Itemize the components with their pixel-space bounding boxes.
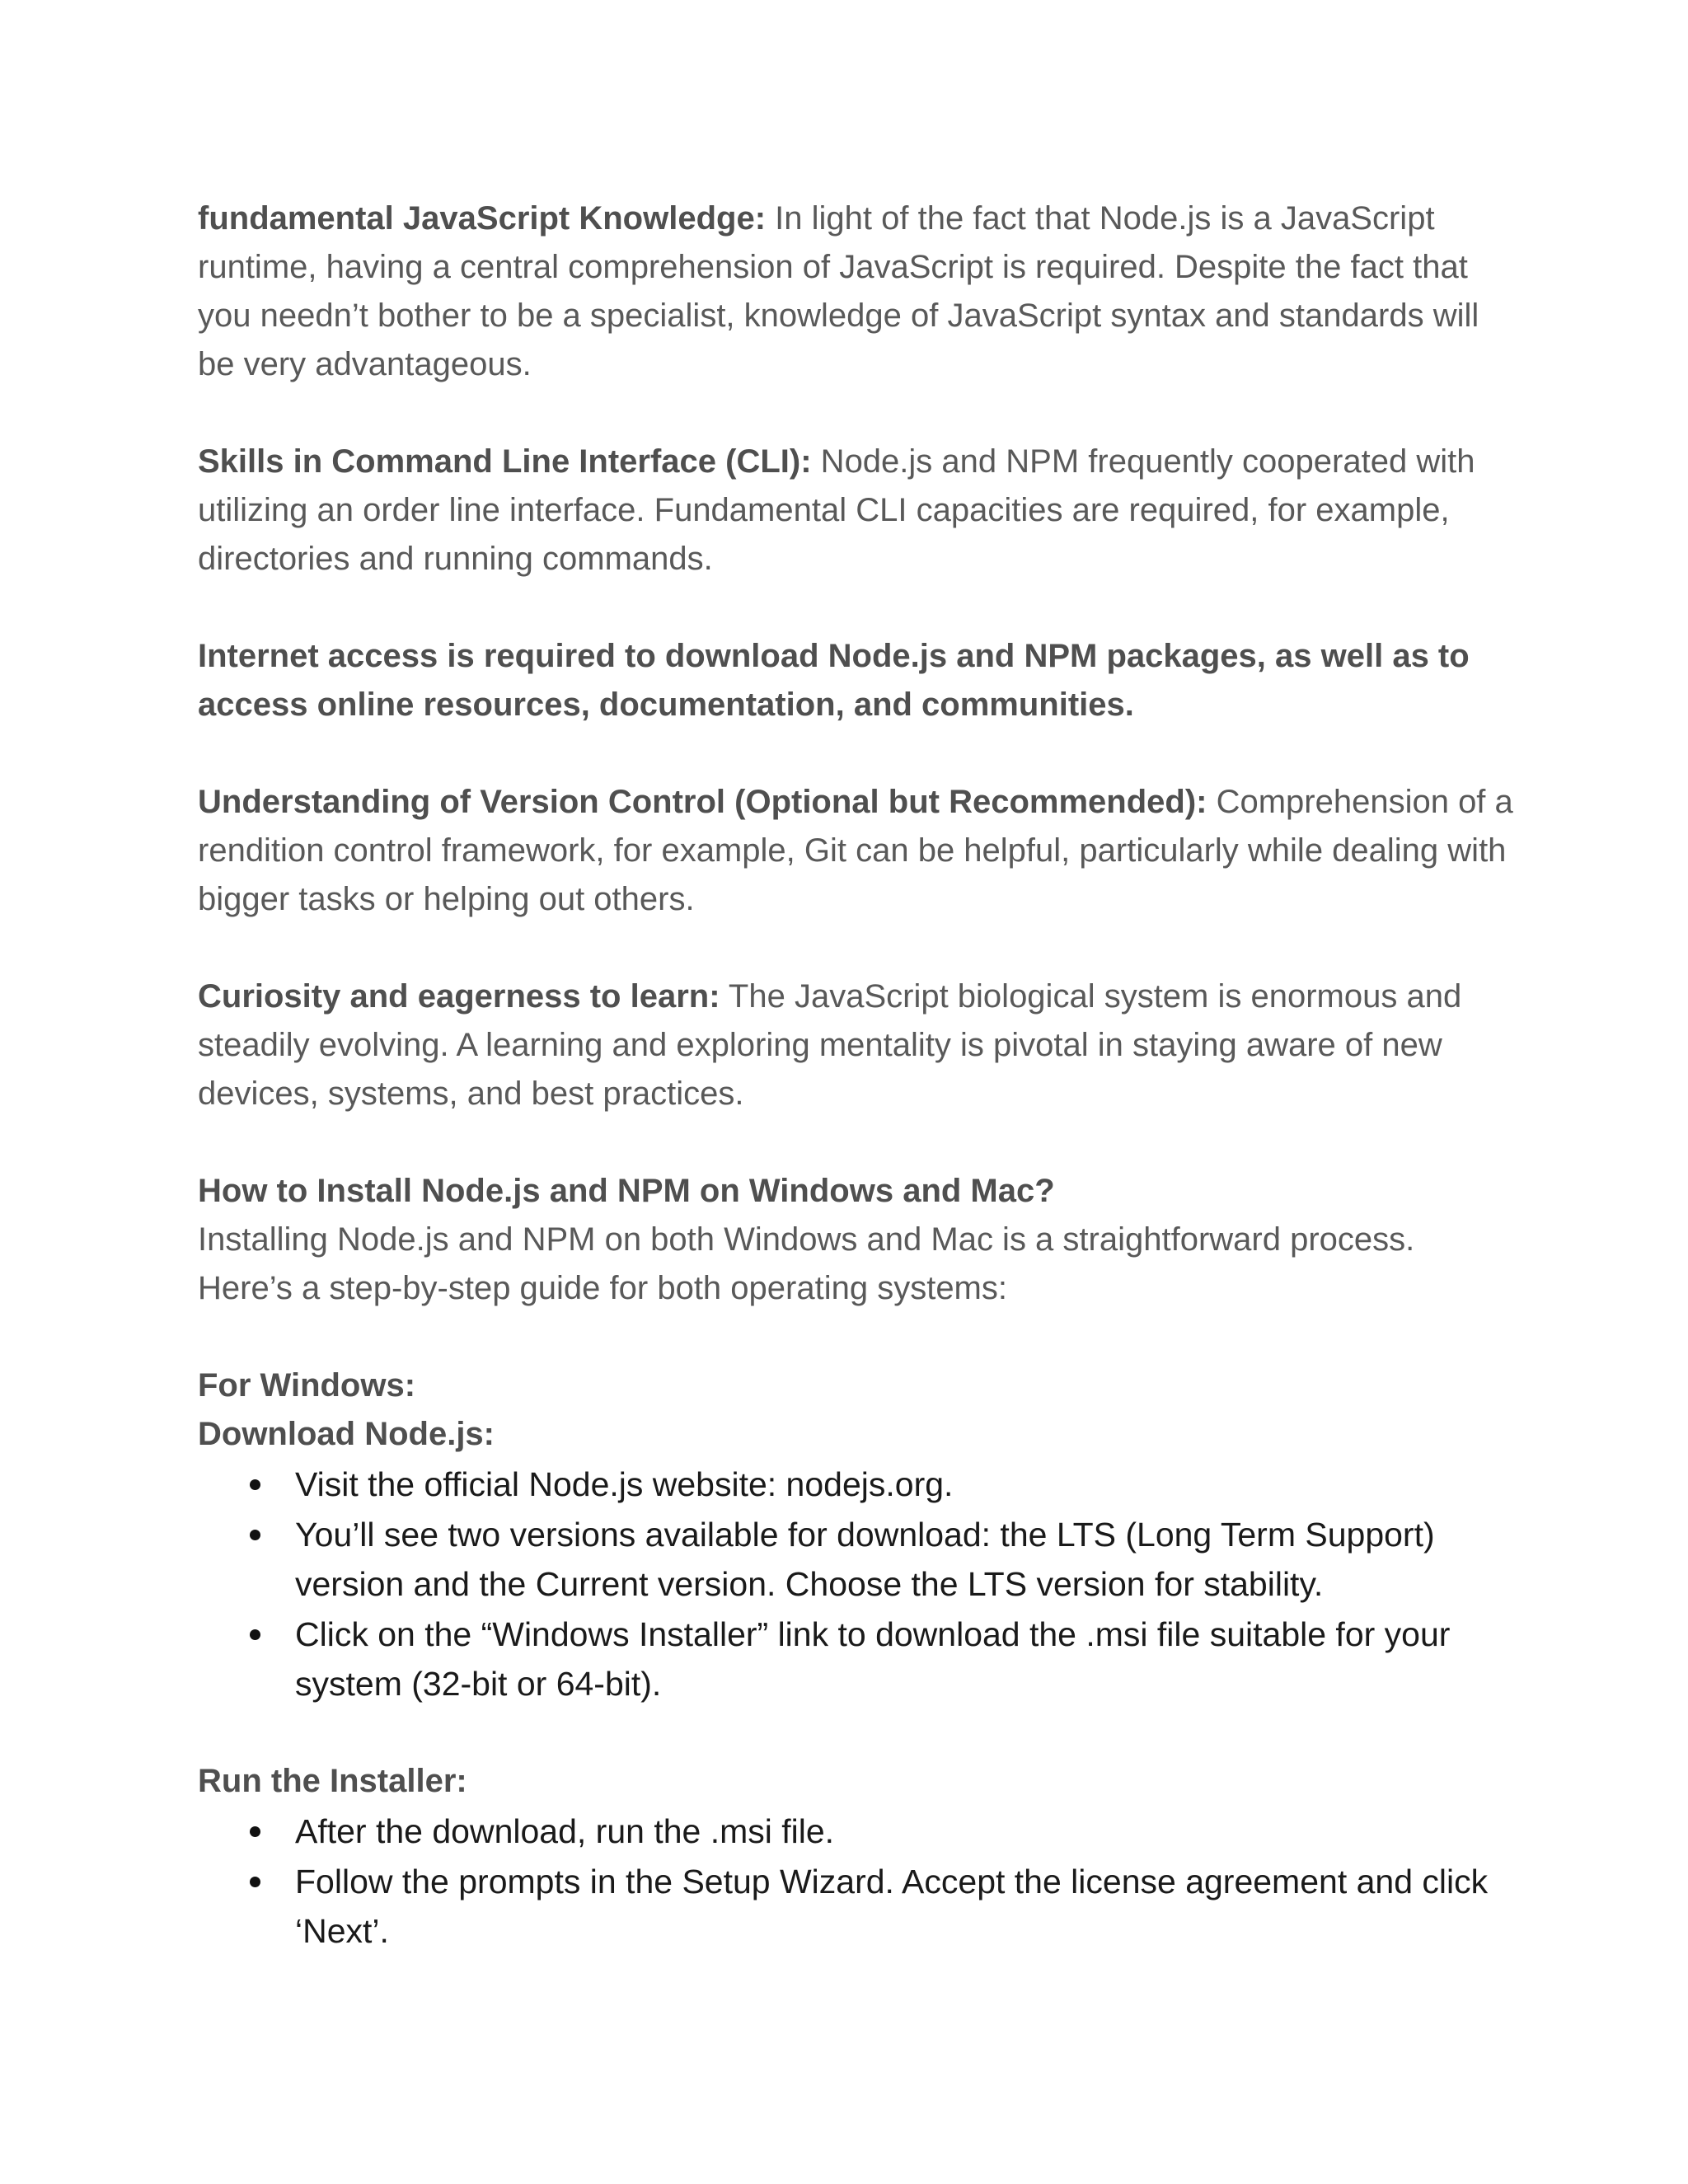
paragraph-curiosity [198, 972, 1517, 1118]
paragraph-text: In light of the fact that Node.js is a JavaScript runtime, having a central comprehension of JavaScript is required. Despite the fact that you needn’t bother to be a specialist, knowledge of JavaScript syntax and standards will be very advantageous. [198, 200, 1479, 382]
paragraph-lead: Skills in Command Line Interface (CLI): [198, 443, 812, 480]
list-item [198, 1857, 1517, 1956]
list-item [198, 1610, 1517, 1708]
paragraph-cli-skills [198, 438, 1517, 583]
bullet-icon [250, 1629, 260, 1640]
paragraph-text: Node.js and NPM frequently cooperated with utilizing an order line interface. Fundamental CLI capacities are required, for example, directories and running commands. [198, 443, 1475, 577]
paragraph-lead: Curiosity and eagerness to learn: [198, 978, 720, 1015]
install-heading: How to Install Node.js and NPM on Windows and Mac? [198, 1173, 1055, 1209]
paragraph-text: The JavaScript biological system is enormous and steadily evolving. A learning and exploring mentality is pivotal in staying aware of new devices, systems, and best practices. [198, 978, 1462, 1112]
list-item-text: Visit the official Node.js website: nodejs.org. [295, 1465, 954, 1503]
paragraph-lead: Understanding of Version Control (Optional but Recommended): [198, 784, 1207, 820]
paragraph-javascript-knowledge [198, 194, 1517, 389]
bullet-icon [250, 1479, 260, 1490]
list-item-text: Follow the prompts in the Setup Wizard. Accept the license agreement and click ‘Next’. [295, 1863, 1489, 1950]
list-item [198, 1807, 1517, 1856]
list-item-text: You’ll see two versions available for download: the LTS (Long Term Support) version and the Current version. Choose the LTS version for stability. [295, 1516, 1435, 1603]
paragraph-text: Comprehension of a rendition control framework, for example, Git can be helpful, particularly while dealing with bigger tasks or helping out others. [198, 784, 1513, 917]
bullet-icon [250, 1826, 260, 1837]
list-item-text: After the download, run the .msi file. [295, 1812, 835, 1850]
bullet-icon [250, 1530, 260, 1540]
paragraph-version-control [198, 778, 1517, 924]
windows-heading: For Windows: [198, 1367, 416, 1404]
list-item [198, 1510, 1517, 1609]
run-installer-heading: Run the Installer: [198, 1763, 467, 1799]
list-item-text: Click on the “Windows Installer” link to download the .msi file suitable for your system (32-bit or 64-bit). [295, 1615, 1451, 1703]
document-body [198, 194, 1517, 2004]
paragraph-internet-access: Internet access is required to download Node.js and NPM packages, as well as to access online resources, documentation, and communities. [198, 638, 1470, 723]
download-heading: Download Node.js: [198, 1416, 495, 1452]
list-item [198, 1460, 1517, 1509]
bullet-icon [250, 1877, 260, 1887]
install-intro: Installing Node.js and NPM on both Windows and Mac is a straightforward process. Here’s a step-by-step guide for both operating systems: [198, 1221, 1415, 1306]
run-steps-list [198, 1807, 1517, 1956]
download-steps-list [198, 1460, 1517, 1708]
paragraph-lead: fundamental JavaScript Knowledge: [198, 200, 767, 237]
